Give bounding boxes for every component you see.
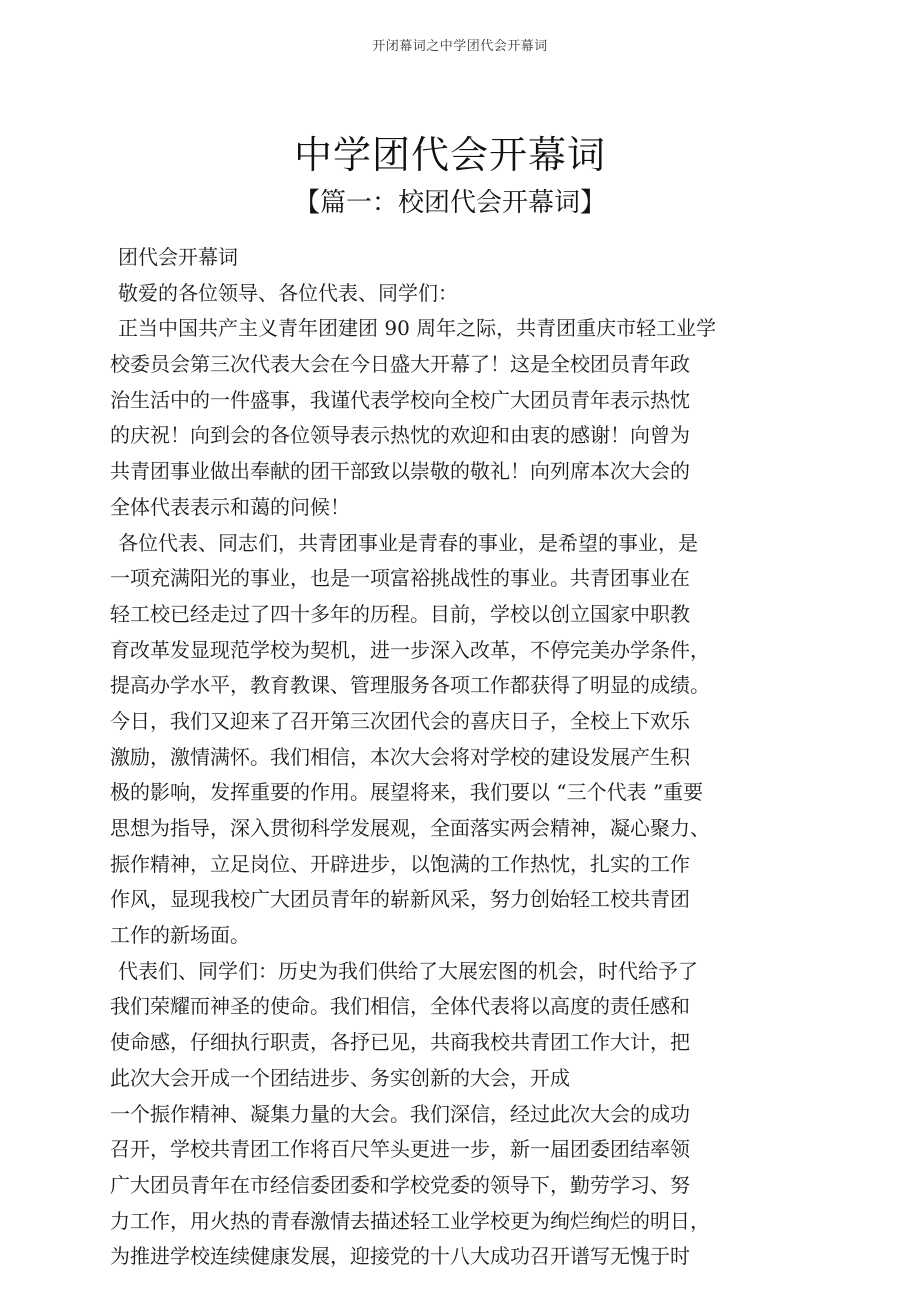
text-line: 振作精神，立足岗位、开辟进步，以饱满的工作热忱，扎实的工作 — [110, 851, 690, 876]
text-line: 正当中国共产主义青年团建团 90 周年之际，共青团重庆市轻工业学 — [118, 316, 717, 341]
text-line: 敬爱的各位领导、各位代表、同学们： — [118, 280, 458, 305]
text-line: 校委员会第三次代表大会在今日盛大开幕了！这是全校团员青年政 — [110, 352, 690, 377]
text-line: 召开，学校共青团工作将百尺竿头更进一步，新一届团委团结率领 — [110, 1137, 690, 1162]
text-line: 今日，我们又迎来了召开第三次团代会的喜庆日子，全校上下欢乐 — [110, 708, 690, 733]
text-line: 一项充满阳光的事业，也是一项富裕挑战性的事业。共青团事业在 — [110, 566, 690, 591]
text-line: 团代会开幕词 — [118, 245, 238, 269]
text-line: 我们荣耀而神圣的使命。我们相信，全体代表将以高度的责任感和 — [110, 994, 690, 1019]
text-line: 治生活中的一件盛事，我谨代表学校向全校广大团员青年表示热忱 — [110, 387, 690, 412]
text-line: 育改革发显现范学校为契机，进一步深入改革，不停完美办学条件， — [110, 637, 710, 662]
document-subtitle: 【篇一：校团代会开幕词】 — [293, 188, 606, 218]
text-line: 工作的新场面。 — [110, 923, 250, 948]
text-line: 提高办学水平，教育教课、管理服务各项工作都获得了明显的成绩。 — [110, 673, 710, 698]
document-title: 中学团代会开幕词 — [293, 133, 606, 177]
text-line: 各位代表、同志们，共青团事业是青春的事业，是希望的事业，是 — [118, 530, 698, 555]
text-line: 思想为指导，深入贯彻科学发展观，全面落实两会精神，凝心聚力、 — [110, 816, 710, 840]
text-line: 极的影响，发挥重要的作用。展望将来，我们要以 “三个代表 ”重要 — [110, 780, 704, 805]
text-line: 为推进学校连续健康发展，迎接党的十八大成功召开谱写无愧于时 — [110, 1244, 690, 1269]
text-line: 代表们、同学们：历史为我们供给了大展宏图的机会，时代给予了 — [118, 958, 698, 983]
text-line: 的庆祝！向到会的各位领导表示热忱的欢迎和由衷的感谢！向曾为 — [110, 423, 690, 448]
text-line: 一个振作精神、凝集力量的大会。我们深信，经过此次大会的成功 — [110, 1101, 690, 1126]
running-header: 开闭幕词之中学团代会开幕词 — [372, 39, 548, 54]
text-line: 激励，激情满怀。我们相信，本次大会将对学校的建设发展产生积 — [110, 744, 690, 769]
text-line: 此次大会开成一个团结进步、务实创新的大会，开成 — [110, 1065, 570, 1090]
text-line: 使命感，仔细执行职责，各抒已见，共商我校共青团工作大计，把 — [110, 1030, 690, 1055]
text-line: 广大团员青年在市经信委团委和学校党委的领导下，勤劳学习、努 — [110, 1172, 690, 1197]
text-line: 作风，显现我校广大团员青年的崭新风采，努力创始轻工校共青团 — [110, 887, 690, 912]
text-line: 共青团事业做出奉献的团干部致以崇敬的敬礼！向列席本次大会的 — [110, 459, 690, 484]
document-body — [110, 240, 790, 1275]
text-line: 全体代表表示和蔼的问候！ — [110, 494, 350, 519]
text-line: 力工作，用火热的青春激情去描述轻工业学校更为绚烂绚烂的明日， — [110, 1208, 710, 1233]
text-line: 轻工校已经走过了四十多年的历程。目前，学校以创立国家中职教 — [110, 601, 690, 626]
